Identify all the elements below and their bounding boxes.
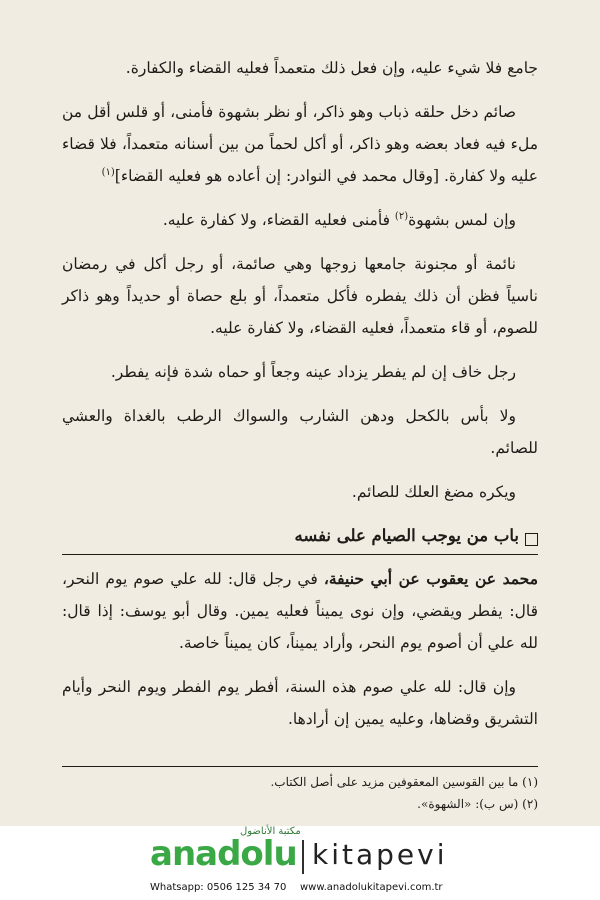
footnote-ref: (١) (101, 166, 115, 178)
website-url: www.anadolukitapevi.com.tr (300, 882, 443, 893)
paragraph (62, 563, 538, 659)
brand-arabic: مكتبة الأناضول (240, 826, 301, 837)
footnote: (٢) (س ب): «الشهوة». (417, 797, 538, 811)
paragraph: نائمة أو مجنونة جامعها زوجها وهي صائمة، أو رجل أكل في رمضان ناسياً فظن أن ذلك يفطره فأكل متعمداً، أو بلع حصاة أو حديداً وهو ذاكر للصوم، أو قاء متعمداً، فعليه القضاء، ولا كفارة عليه. (62, 255, 538, 337)
main-text (62, 52, 538, 747)
whatsapp-number: Whatsapp: 0506 125 34 70 (150, 882, 287, 893)
paragraph: رجل خاف إن لم يفطر يزداد عينه وجعاً أو حماه شدة فإنه يفطر. (110, 363, 516, 381)
paragraph (62, 204, 538, 236)
paragraph-text: وإن لمس بشهوة (408, 211, 516, 229)
paragraph-text: في رجل قال: لله علي صوم يوم النحر، قال: يفطر ويقضي، وإن نوى يميناً فعليه يمين. وقال أبو يوسف: إذا قال: لله علي أن أصوم يوم النحر، وأراد يميناً، كان يميناً خاصة. (62, 570, 538, 652)
logo-divider (302, 840, 304, 874)
paragraph (62, 96, 538, 192)
footnote: (١) ما بين القوسين المعقوفين مزيد على أصل الكتاب. (270, 775, 538, 789)
paragraph: ويكره مضغ العلك للصائم. (351, 483, 516, 501)
footnotes (62, 766, 538, 815)
section-heading (62, 520, 538, 555)
brand-logo-left: anadolu (150, 834, 297, 874)
footnote-ref: (٢) (394, 210, 409, 222)
paragraph: وإن قال: لله علي صوم هذه السنة، أفطر يوم الفطر ويوم النحر وأيام التشريق وقضاها، وعليه يمين إن أرادها. (62, 678, 538, 728)
paragraph: ولا بأس بالكحل ودهن الشارب والسواك الرطب بالغداة والعشي للصائم. (62, 407, 538, 457)
square-bullet-icon (525, 533, 538, 546)
paragraph: جامع فلا شيء عليه، وإن فعل ذلك متعمداً فعليه القضاء والكفارة. (125, 59, 538, 77)
paragraph-text: فأمنى فعليه القضاء، ولا كفارة عليه. (162, 211, 390, 229)
publisher-footer (0, 826, 600, 900)
chain-of-narration: محمد عن يعقوب عن أبي حنيفة، (323, 569, 538, 588)
paragraph-text: صائم دخل حلقه ذباب وهو ذاكر، أو نظر بشهوة فأمنى، أو قلس أقل من ملء فيه فعاد بعضه وهو ذاكر، أو أكل لحماً من بين أسنانه متعمداً، فلا قضاء عليه ولا كفارة. [وقال محمد في النوادر: إن أعاده هو فعليه القضاء] (62, 103, 538, 185)
section-title: باب من يوجب الصيام على نفسه (294, 526, 519, 545)
brand-logo-right: kitapevi (312, 838, 448, 871)
